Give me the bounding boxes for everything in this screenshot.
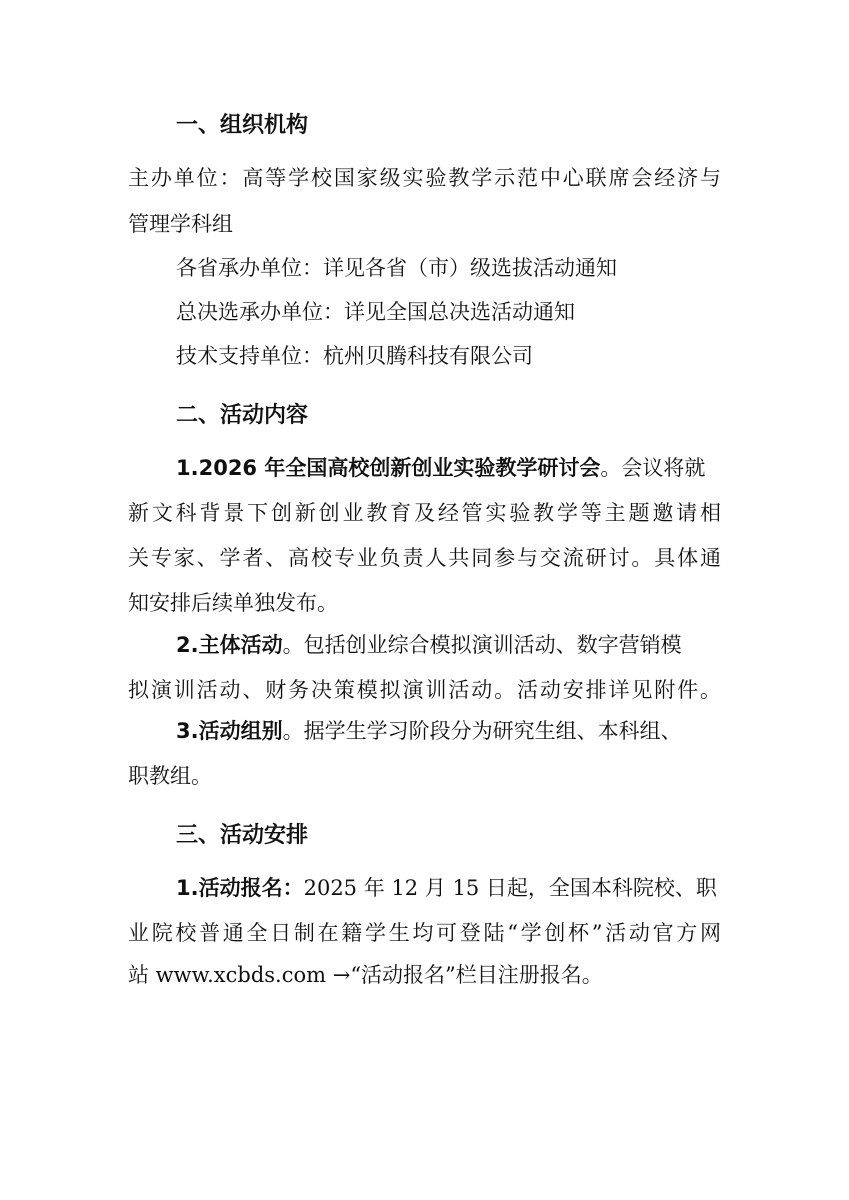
content-item-2-text: 。包括创业综合模拟演训活动、数字营销模 [282,633,682,657]
arrangement-item-1-line-2: 业院校普通全日制在籍学生均可登陆“学创杯”活动官方网 [128,921,721,945]
tech-support-unit: 技术支持单位：杭州贝腾科技有限公司 [176,344,533,368]
content-item-1-line-1 [176,453,705,483]
content-item-1-line-2: 新文科背景下创新创业教育及经管实验教学等主题邀请相 [128,501,721,525]
section-heading-content: 二、活动内容 [176,403,309,428]
content-item-3-text: 。据学生学习阶段分为研究生组、本科组、 [282,719,682,743]
section-heading-arrangement: 三、活动安排 [176,823,309,848]
content-item-3-title: 3.活动组别 [176,719,283,743]
arrangement-item-1-line-1 [176,873,717,903]
content-item-3-line-1 [176,716,682,746]
content-item-1-line-4: 知安排后续单独发布。 [128,591,338,615]
content-item-1-line-3: 关专家、学者、高校专业负责人共同参与交流研讨。具体通 [128,546,721,570]
content-item-2-line-2: 拟演训活动、财务决策模拟演训活动。活动安排详见附件。 [128,678,721,702]
content-item-2-line-1 [176,630,682,660]
content-item-1-text: 。会议将就 [600,456,706,480]
host-unit-line-1: 主办单位：高等学校国家级实验教学示范中心联席会经济与 [128,166,721,190]
arrangement-item-1-text: 2025 年 12 月 15 日起，全国本科院校、职 [303,876,717,900]
content-item-3-line-2: 职教组。 [128,764,212,788]
final-organizer: 总决选承办单位：详见全国总决选活动通知 [176,300,575,324]
content-item-2-title: 2.主体活动 [176,633,283,657]
arrangement-item-1-line-3: 站 www.xcbds.com →“活动报名”栏目注册报名。 [128,963,603,987]
provincial-organizer: 各省承办单位：详见各省（市）级选拔活动通知 [176,256,617,280]
arrangement-item-1-title: 1.活动报名： [176,876,304,900]
content-item-1-title: 1.2026 年全国高校创新创业实验教学研讨会 [176,456,601,480]
host-unit-line-2: 管理学科组 [128,212,233,236]
section-heading-organization: 一、组织机构 [176,113,309,138]
